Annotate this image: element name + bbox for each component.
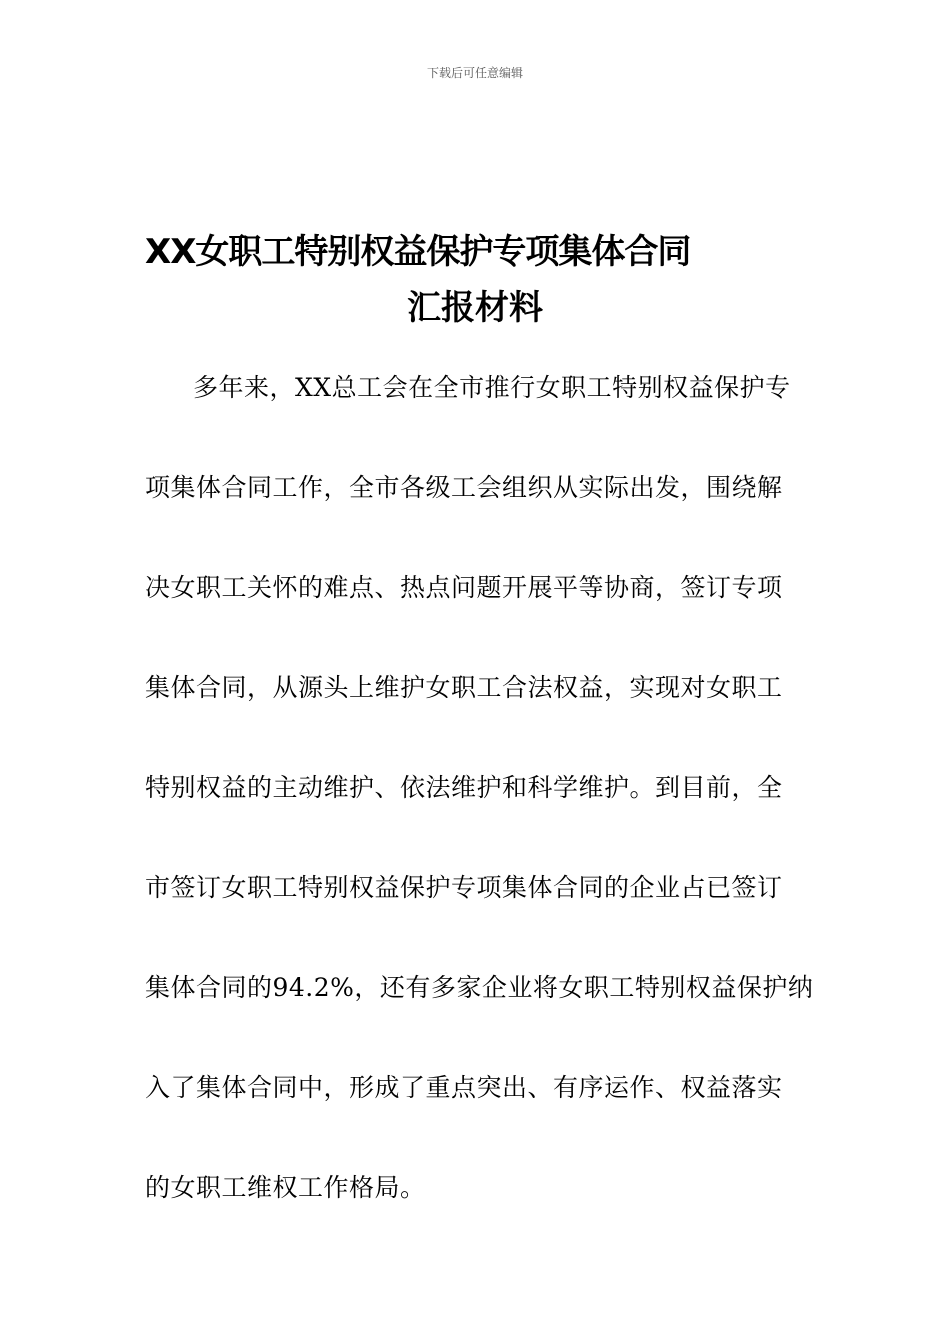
- body-line-3: 决女职工关怀的难点、热点问题开展平等协商，签订专项: [145, 573, 783, 602]
- body-line-4: 集体合同，从源头上维护女职工合法权益，实现对女职工: [145, 673, 783, 702]
- document-title-line-2: 汇报材料: [407, 288, 543, 328]
- body-line-7: 集体合同的94.2%，还有多家企业将女职工特别权益保护纳: [145, 973, 814, 1002]
- body-line-2: 项集体合同工作，全市各级工会组织从实际出发，围绕解: [145, 473, 783, 502]
- body-line-8: 入了集体合同中，形成了重点突出、有序运作、权益落实: [145, 1073, 783, 1102]
- body-line-6: 市签订女职工特别权益保护专项集体合同的企业占已签订: [145, 873, 783, 902]
- document-title-line-1: XX女职工特别权益保护专项集体合同: [145, 232, 691, 272]
- body-line-1: 多年来，XX总工会在全市推行女职工特别权益保护专: [193, 373, 791, 402]
- body-line-5: 特别权益的主动维护、依法维护和科学维护。到目前，全: [145, 773, 783, 802]
- body-line-9: 的女职工维权工作格局。: [145, 1173, 426, 1202]
- header-note: 下载后可任意编辑: [426, 66, 523, 80]
